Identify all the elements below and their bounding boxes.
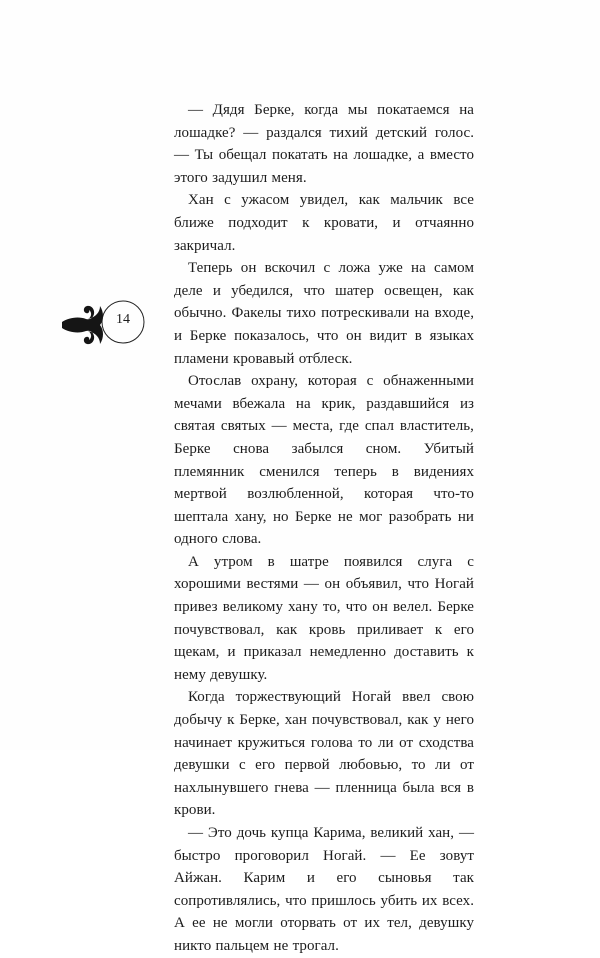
paragraph: Отослав охрану, которая с обнаженными мечами вбежала на крик, раздавшийся из святая святых — места, где спал властитель, Берке снова забылся сном. Убитый племянник сменился теперь в видениях мертвой возлюбленной, которая что-то шептала хану, но Берке не мог разобрать ни одного слова.	[174, 373, 474, 548]
paragraph: Теперь он вскочил с ложа уже на самом деле и убедился, что шатер освещен, как обычно. Факелы тихо потрескивали на входе, и Берке показалось, что он видит в языках пламени кровавый отблеск.	[174, 260, 474, 367]
paragraph: Когда торжествующий Ногай ввел свою добычу к Берке, хан почувствовал, как у него начинает кружиться голова то ли от сходства девушки с его первой любовью, то ли от нахлынувшего гнева — пленница была вся в крови.	[174, 689, 474, 819]
paragraph: Хан с ужасом увидел, как мальчик все ближе подходит к кровати, и отчаянно закричал.	[174, 192, 474, 254]
paragraph: — Это дочь купца Карима, великий хан, — быстро проговорил Ногай. — Ее зовут Айжан. Карим и его сыновья так сопротивлялись, что пришлось убить их всех. А ее не могли оторвать от их тел, девушку никто пальцем не трогал.	[174, 825, 474, 954]
paragraph: — Дядя Берке, когда мы покатаемся на лошадке? — раздался тихий детский голос. — Ты обещал покатать на лошадке, а вместо этого задушил меня.	[174, 102, 474, 186]
paragraph: А утром в шатре появился слуга с хорошими вестями — он объявил, что Ногай привез великому хану то, что он велел. Берке почувствовал, как кровь приливает к его щекам, и приказал немедленно доставить к нему девушку.	[174, 553, 474, 683]
page-number: 14	[116, 312, 130, 327]
body-text	[174, 99, 474, 958]
